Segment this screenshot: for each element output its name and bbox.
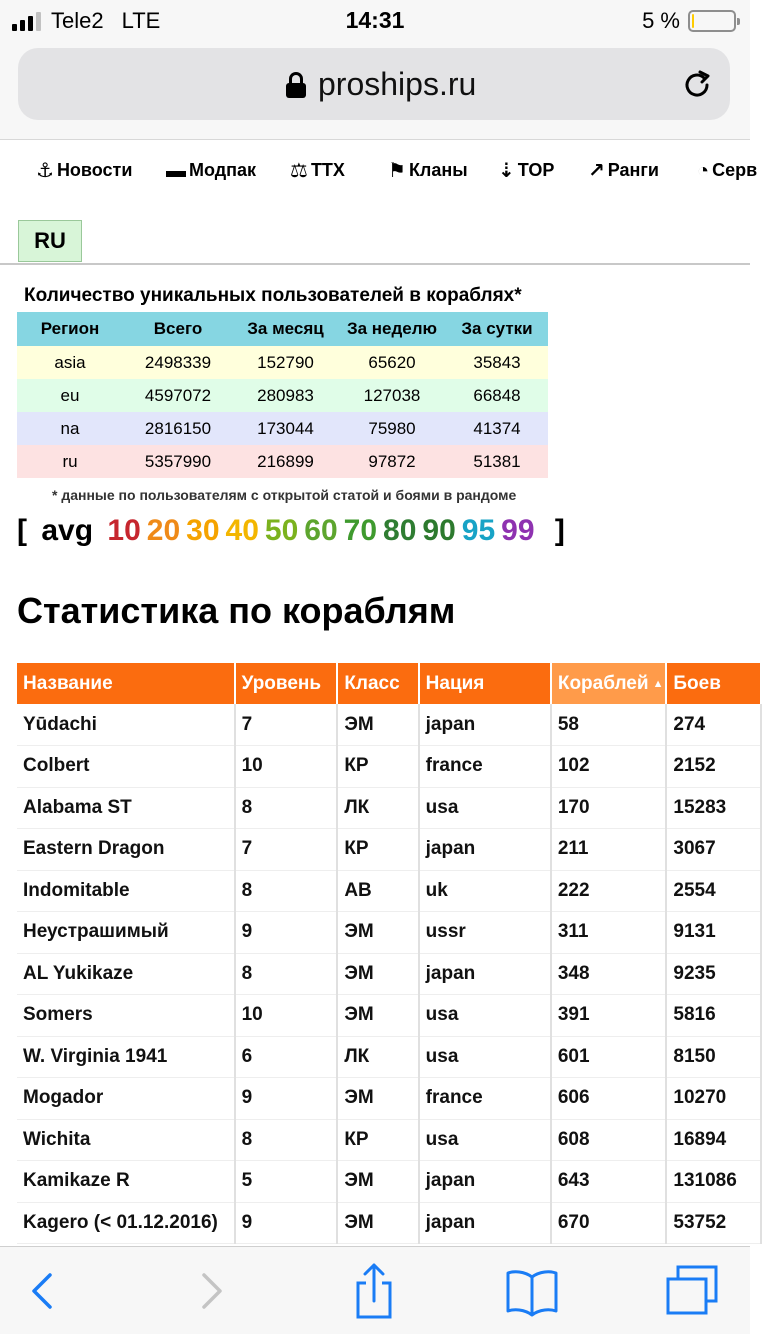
column-header-label: Кораблей: [557, 672, 649, 694]
column-header: Всего: [123, 312, 233, 346]
flags-icon: ⚑: [388, 159, 406, 182]
count-cell: 216899: [257, 451, 314, 471]
column-header: За неделю: [338, 312, 446, 346]
lock-icon: [286, 72, 306, 98]
class-cell: ЭМ: [337, 1078, 418, 1120]
tier-cell: 7: [235, 704, 338, 746]
table-row[interactable]: [17, 1161, 761, 1203]
count-cell: 173044: [257, 418, 314, 438]
nav-item-label: Ранги: [607, 160, 659, 180]
class-cell: АВ: [337, 870, 418, 912]
ships-count-cell: 311: [551, 912, 667, 954]
class-cell: ЭМ: [337, 704, 418, 746]
nav-item-news[interactable]: [36, 160, 132, 181]
nav-item-label: Новости: [56, 160, 133, 180]
count-cell: 2816150: [144, 418, 212, 438]
percentile-link-70[interactable]: 70: [343, 514, 378, 547]
ships-count-cell: 222: [551, 870, 667, 912]
users-row-eu: [17, 379, 548, 412]
battles-cell: 2554: [666, 870, 761, 912]
url-text[interactable]: proships.ru: [318, 66, 477, 102]
count-cell: 35843: [473, 352, 521, 372]
count-cell: 4597072: [144, 385, 212, 405]
address-bar[interactable]: [18, 48, 730, 120]
ship-name-cell[interactable]: Indomitable: [17, 870, 235, 912]
count-cell: 152790: [257, 352, 314, 372]
nation-cell: france: [419, 746, 551, 788]
class-cell: ЭМ: [337, 995, 418, 1037]
nav-item-modpack[interactable]: [166, 160, 256, 181]
tier-cell: 8: [235, 1119, 338, 1161]
column-header-tier[interactable]: Уровень: [235, 663, 338, 704]
nation-cell: japan: [419, 1202, 551, 1244]
bracket-open: [: [17, 514, 27, 547]
box-icon: ▬: [166, 159, 186, 182]
percentile-link-10[interactable]: 10: [107, 514, 141, 547]
table-row[interactable]: [17, 704, 761, 746]
column-header: За месяц: [233, 312, 338, 346]
tier-cell: 9: [235, 1078, 338, 1120]
users-table-title: Количество уникальных пользователей в кораблях*: [24, 285, 522, 306]
ship-name-cell[interactable]: Mogador: [17, 1078, 235, 1120]
ships-count-cell: 606: [551, 1078, 667, 1120]
ships-count-cell: 211: [551, 829, 667, 871]
percentile-link-30[interactable]: 30: [186, 514, 220, 547]
nation-cell: usa: [419, 787, 551, 829]
column-header: За сутки: [446, 312, 548, 346]
table-row[interactable]: [17, 746, 761, 788]
reload-icon[interactable]: [680, 68, 714, 102]
class-cell: ЭМ: [337, 912, 418, 954]
class-cell: КР: [337, 1119, 418, 1161]
nation-cell: japan: [419, 829, 551, 871]
nation-cell: japan: [419, 1161, 551, 1203]
forward-icon: [180, 1261, 240, 1321]
percentile-link-99[interactable]: 99: [501, 514, 535, 547]
percentile-link-50[interactable]: 50: [264, 514, 299, 547]
nation-cell: japan: [419, 704, 551, 746]
bracket-close: ]: [554, 514, 565, 547]
nav-item-ranks[interactable]: [588, 160, 659, 181]
nation-cell: japan: [419, 953, 551, 995]
tier-cell: 5: [235, 1161, 338, 1203]
users-row-ru: [17, 445, 548, 478]
region-cell: asia: [54, 352, 86, 372]
ship-name-cell[interactable]: Kagero (< 01.12.2016): [17, 1202, 235, 1244]
class-cell: ЭМ: [337, 1161, 418, 1203]
network-label: LTE: [121, 8, 161, 33]
anchor-icon: ⚓: [36, 159, 54, 182]
count-cell: 280983: [257, 385, 314, 405]
nav-item-label: ТТХ: [310, 160, 345, 180]
column-header: Регион: [17, 312, 123, 346]
table-row[interactable]: [17, 995, 761, 1037]
ship-name-cell[interactable]: Eastern Dragon: [17, 829, 235, 871]
class-cell: ЭМ: [337, 1202, 418, 1244]
ships-count-cell: 601: [551, 1036, 667, 1078]
count-cell: 66848: [473, 385, 521, 405]
tier-cell: 10: [235, 995, 338, 1037]
battles-cell: 3067: [666, 829, 761, 871]
percentile-link-90[interactable]: 90: [422, 514, 456, 547]
battles-cell: 8150: [666, 1036, 761, 1078]
battles-cell: 10270: [666, 1078, 761, 1120]
scales-icon: ⚖: [290, 159, 308, 182]
battles-cell: 16894: [666, 1119, 761, 1161]
count-cell: 41374: [473, 418, 521, 438]
ship-name-cell[interactable]: Неустрашимый: [17, 912, 235, 954]
status-bar: [0, 0, 750, 40]
browser-header: [0, 40, 750, 140]
pie-icon: ◔: [697, 159, 710, 182]
class-cell: ЛК: [337, 787, 418, 829]
ships-count-cell: 348: [551, 953, 667, 995]
back-icon[interactable]: [14, 1261, 74, 1321]
tier-cell: 7: [235, 829, 338, 871]
ship-name-cell[interactable]: Kamikaze R: [17, 1161, 235, 1203]
percentile-link-20[interactable]: 20: [146, 514, 181, 547]
browser-toolbar: [0, 1246, 750, 1334]
ships-count-cell: 170: [551, 787, 667, 829]
ship-name-cell[interactable]: Somers: [17, 995, 235, 1037]
ship-name-cell[interactable]: Wichita: [17, 1119, 235, 1161]
table-row[interactable]: [17, 953, 761, 995]
nation-cell: uk: [419, 870, 551, 912]
tier-cell: 6: [235, 1036, 338, 1078]
nation-cell: france: [419, 1078, 551, 1120]
table-row[interactable]: [17, 870, 761, 912]
ships-count-cell: 643: [551, 1161, 667, 1203]
percentile-link-95[interactable]: 95: [461, 514, 496, 547]
tier-cell: 8: [235, 870, 338, 912]
nav-item-label: Модпак: [189, 160, 257, 180]
nav-item-label: Кланы: [408, 160, 468, 180]
count-cell: 97872: [368, 451, 416, 471]
table-row[interactable]: [17, 1078, 761, 1120]
nav-item-label: TOP: [517, 160, 555, 180]
clock: 14:31: [345, 7, 405, 33]
column-header-name[interactable]: Название: [17, 663, 235, 704]
table-row[interactable]: [17, 787, 761, 829]
divider: [0, 263, 750, 265]
footnote: * данные по пользователям с открытой статой и боями в рандоме: [52, 487, 517, 503]
count-cell: 51381: [473, 451, 521, 471]
ships-count-cell: 102: [551, 746, 667, 788]
count-cell: 5357990: [144, 451, 212, 471]
ship-name-cell[interactable]: Alabama ST: [17, 787, 235, 829]
ships-count-cell: 670: [551, 1202, 667, 1244]
percentile-link-40[interactable]: 40: [225, 514, 259, 547]
battles-cell: 9131: [666, 912, 761, 954]
share-icon[interactable]: [344, 1261, 404, 1321]
ships-count-cell: 391: [551, 995, 667, 1037]
ships-count-cell: 58: [551, 704, 667, 746]
nation-cell: usa: [419, 1036, 551, 1078]
tier-cell: 9: [235, 1202, 338, 1244]
users-row-na: [17, 412, 548, 445]
battles-cell: 2152: [666, 746, 761, 788]
carrier-label: Tele2: [51, 8, 104, 33]
tier-cell: 8: [235, 953, 338, 995]
ships-count-cell: 608: [551, 1119, 667, 1161]
battery-percent: 5 %: [642, 8, 680, 33]
column-header-battles[interactable]: Боев: [666, 663, 761, 704]
users-row-asia: [17, 346, 548, 379]
bookmarks-icon[interactable]: [502, 1261, 562, 1321]
region-button[interactable]: RU: [18, 220, 82, 262]
table-row[interactable]: [17, 829, 761, 871]
table-row[interactable]: [17, 1202, 761, 1244]
nation-cell: ussr: [419, 912, 551, 954]
battery-icon: [688, 10, 736, 32]
ships-table: [17, 663, 762, 1244]
count-cell: 65620: [368, 352, 416, 372]
tabs-icon[interactable]: [662, 1261, 722, 1321]
percentile-link-80[interactable]: 80: [383, 514, 417, 547]
ships-header-row: [17, 663, 761, 704]
nav-item-ttx[interactable]: [290, 160, 345, 181]
count-cell: 75980: [368, 418, 416, 438]
section-title: Статистика по кораблям: [17, 590, 456, 631]
avg-label[interactable]: avg: [41, 514, 94, 547]
nav-item-servers[interactable]: [697, 160, 757, 181]
ship-name-cell[interactable]: Colbert: [17, 746, 235, 788]
nav-item-label: Серв: [712, 160, 758, 180]
users-header-row: [17, 312, 548, 346]
column-header-class[interactable]: Класс: [337, 663, 418, 704]
tier-cell: 8: [235, 787, 338, 829]
class-cell: КР: [337, 746, 418, 788]
table-row[interactable]: [17, 912, 761, 954]
ship-name-cell[interactable]: AL Yukikaze: [17, 953, 235, 995]
site-nav: [0, 150, 758, 194]
table-row[interactable]: [17, 1119, 761, 1161]
nav-item-top[interactable]: [498, 160, 554, 181]
battles-cell: 15283: [666, 787, 761, 829]
tier-cell: 10: [235, 746, 338, 788]
nation-cell: usa: [419, 995, 551, 1037]
region-cell: eu: [60, 385, 80, 405]
ship-name-cell[interactable]: W. Virginia 1941: [17, 1036, 235, 1078]
class-cell: КР: [337, 829, 418, 871]
percentile-links: [17, 514, 571, 548]
percentile-link-60[interactable]: 60: [304, 514, 338, 547]
region-cell: na: [60, 418, 80, 438]
region-cell: ru: [62, 451, 78, 471]
sort-asc-icon: ▲: [652, 677, 664, 690]
trend-icon: ↗: [588, 159, 605, 182]
battles-cell: 53752: [666, 1202, 761, 1244]
count-cell: 127038: [363, 385, 421, 405]
ship-name-cell[interactable]: Yūdachi: [17, 704, 235, 746]
tier-cell: 9: [235, 912, 338, 954]
count-cell: 2498339: [144, 352, 212, 372]
sort-icon: ⇣: [498, 159, 515, 182]
users-table: [17, 312, 548, 478]
battles-cell: 131086: [666, 1161, 761, 1203]
battles-cell: 9235: [666, 953, 761, 995]
column-header-nation[interactable]: Нация: [419, 663, 551, 704]
table-row[interactable]: [17, 1036, 761, 1078]
class-cell: ЭМ: [337, 953, 418, 995]
nation-cell: usa: [419, 1119, 551, 1161]
column-header-ships[interactable]: [551, 663, 667, 704]
class-cell: ЛК: [337, 1036, 418, 1078]
nav-item-clans[interactable]: [388, 160, 468, 181]
battles-cell: 5816: [666, 995, 761, 1037]
battles-cell: 274: [666, 704, 761, 746]
